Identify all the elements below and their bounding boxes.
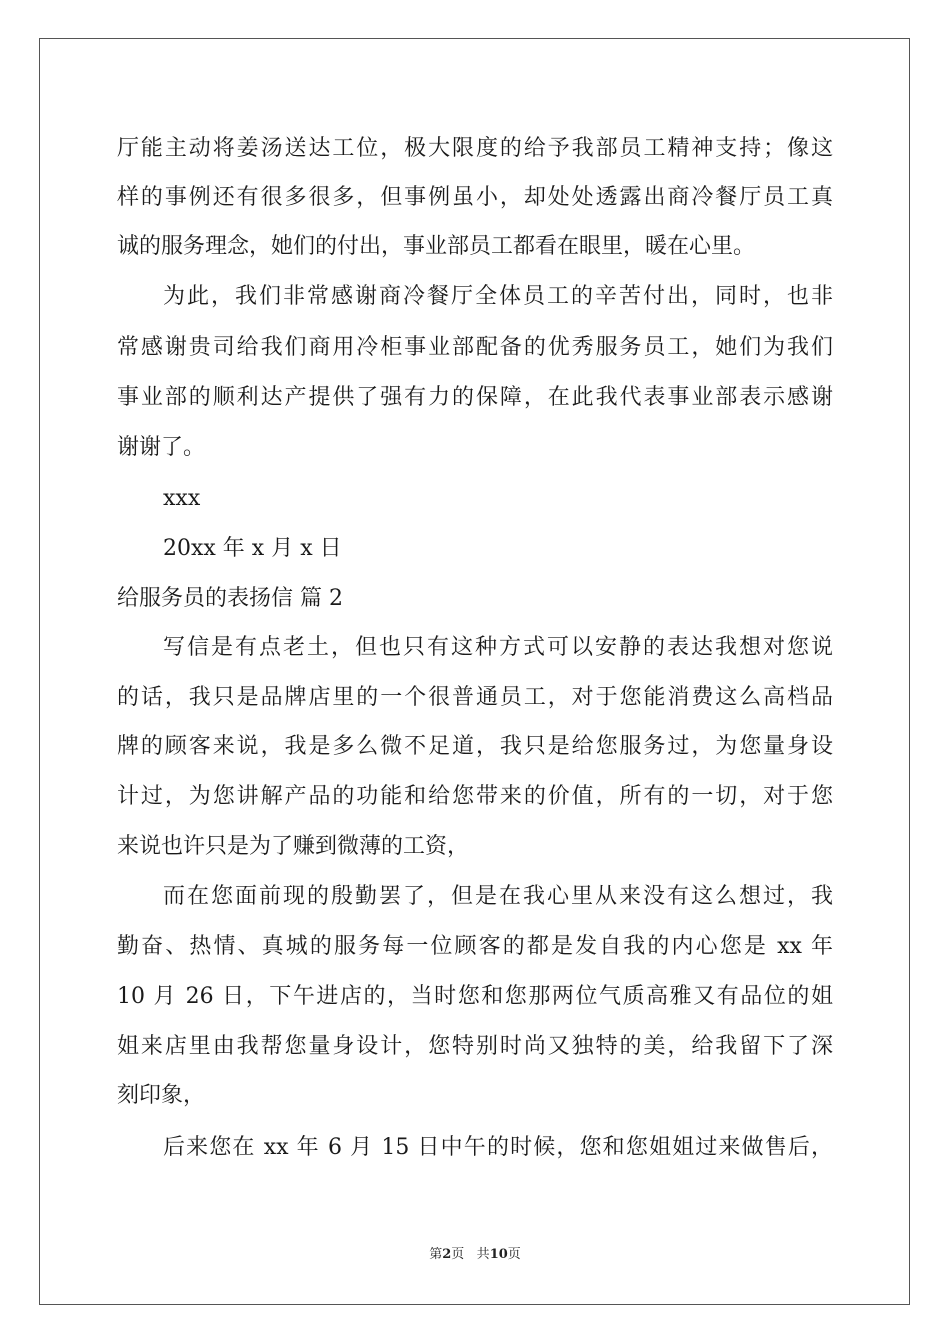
paragraph-line: 姐来店里由我帮您量身设计，您特别时尚又独特的美，给我留下了深	[117, 1034, 833, 1059]
paragraph-line: 而在您面前现的殷勤罢了，但是在我心里从来没有这么想过，我	[163, 884, 833, 909]
section-heading: 给服务员的表扬信 篇 2	[117, 586, 343, 611]
paragraph-line: 事业部的顺利达产提供了强有力的保障，在此我代表事业部表示感谢	[117, 385, 833, 410]
paragraph-line: 来说也许只是为了赚到微薄的工资，	[117, 834, 470, 859]
paragraph-line: 后来您在 xx 年 6 月 15 日中午的时候，您和您姐姐过来做售后，	[163, 1135, 833, 1160]
paragraph-line: 10 月 26 日，下午进店的，当时您和您那两位气质高雅又有品位的姐	[117, 984, 833, 1009]
paragraph-line: 牌的顾客来说，我是多么微不足道，我只是给您服务过，为您量身设	[117, 734, 833, 759]
page-prefix: 第	[429, 1247, 443, 1262]
total-suffix: 页	[507, 1247, 521, 1262]
total-prefix: 共	[476, 1247, 490, 1262]
paragraph-line: 计过，为您讲解产品的功能和给您带来的价值，所有的一切，对于您	[117, 784, 833, 809]
letter-date: 20xx 年 x 月 x 日	[163, 536, 342, 561]
paragraph-line: 刻印象，	[117, 1083, 206, 1108]
paragraph-line: 常感谢贵司给我们商用冷柜事业部配备的优秀服务员工，她们为我们	[117, 335, 833, 360]
paragraph-line: 厅能主动将姜汤送达工位，极大限度的给予我部员工精神支持；像这	[117, 136, 833, 161]
total-pages: 10	[489, 1247, 508, 1262]
paragraph-line: 诚的服务理念，她们的付出，事业部员工都看在眼里，暖在心里。	[117, 234, 756, 259]
paragraph-line: 谢谢了。	[117, 435, 206, 460]
paragraph-line: 为此，我们非常感谢商冷餐厅全体员工的辛苦付出，同时，也非	[163, 284, 833, 309]
page-border	[39, 38, 910, 1305]
paragraph-line: 写信是有点老土，但也只有这种方式可以安静的表达我想对您说	[163, 635, 833, 660]
page-suffix: 页	[451, 1247, 465, 1262]
paragraph-line: 的话，我只是品牌店里的一个很普通员工，对于您能消费这么高档品	[117, 685, 833, 710]
paragraph-line: 样的事例还有很多很多，但事例虽小，却处处透露出商冷餐厅员工真	[117, 185, 833, 210]
paragraph-line: 勤奋、热情、真城的服务每一位顾客的都是发自我的内心您是 xx 年	[117, 934, 833, 959]
page-footer	[0, 1246, 950, 1264]
page-number: 2	[442, 1247, 452, 1262]
signature: xxx	[163, 486, 201, 511]
